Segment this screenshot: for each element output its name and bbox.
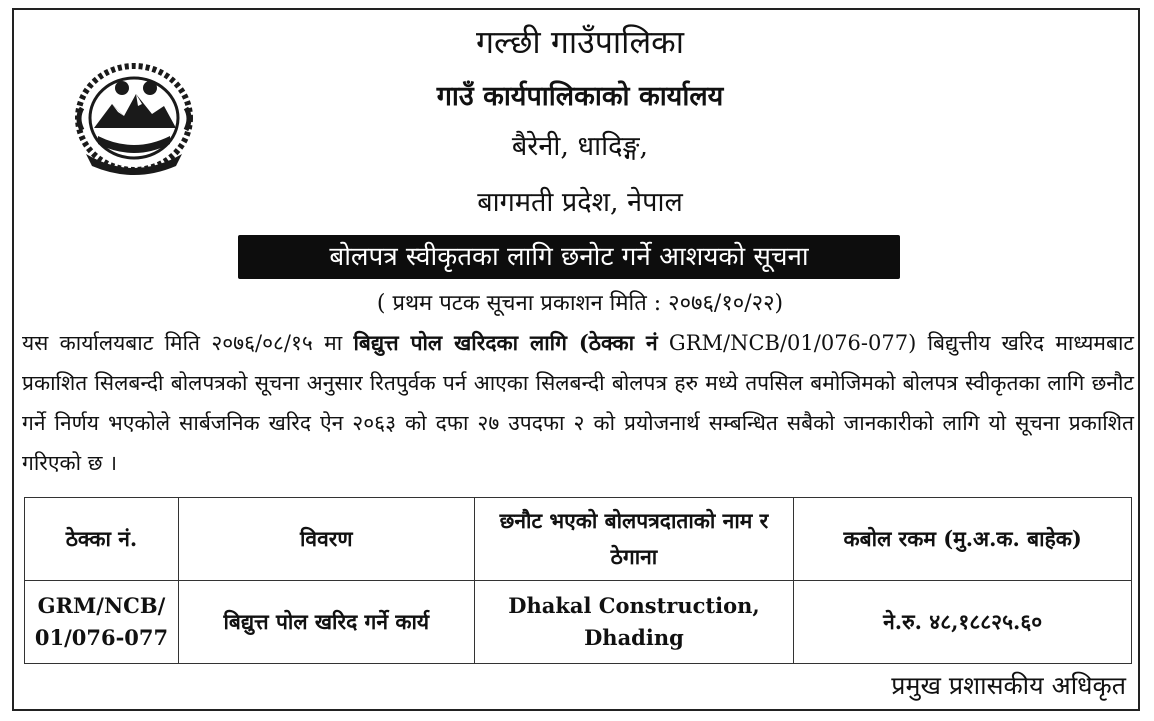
- notice-body: [22, 323, 1134, 483]
- cell-description: बिद्युत्त पोल खरिद गर्ने कार्य: [178, 581, 474, 664]
- publication-date: ( प्रथम पटक सूचना प्रकाशन मिति : २०७६/१०/२२): [376, 291, 784, 316]
- nepal-government-emblem-icon: [72, 58, 196, 180]
- municipality-name: गल्छी गाउँपालिका: [475, 23, 685, 61]
- header-contract-no: ठेक्का नं.: [25, 498, 179, 581]
- cell-bidder: Dhakal Construction, Dhading: [474, 581, 794, 664]
- cell-amount: ने.रु. ४८,१८८२५.६०: [794, 581, 1132, 664]
- notice-body-part1: यस कार्यालयबाट मिति २०७६/०८/१५ मा: [22, 331, 354, 355]
- table-row: [25, 581, 1132, 664]
- header-description: विवरण: [178, 498, 474, 581]
- notice-body-part2: GRM/NCB/01/076-077) बिद्युत्तीय खरिद माध्यमबाट प्रकाशित सिलबन्दी बोलपत्रको सूचना अनुसार रितपुर्वक पर्न आएका सिलबन्दी बोलपत्र हरु मध्ये तपसिल बमोजिमको बोलपत्र स्वीकृतका लागि छनौट गर्ने निर्णय भएकोले सार्बजनिक खरिद ऐन २०६३ को दफा २७ उपदफा २ को प्रयोजनार्थ सम्बन्धित सबैको जानकारीको लागि यो सूचना प्रकाशित गरिएको छ ।: [22, 331, 1134, 475]
- cell-contract-no: GRM/NCB/ 01/076-077: [25, 581, 179, 664]
- header-amount: कबोल रकम (मु.अ.क. बाहेक): [794, 498, 1132, 581]
- signature-title: प्रमुख प्रशासकीय अधिकृत: [891, 671, 1126, 700]
- table-header-row: [25, 498, 1132, 581]
- notice-title: बोलपत्र स्वीकृतका लागि छनोट गर्ने आशयको सूचना: [238, 235, 900, 279]
- header-bidder: छनौट भएको बोलपत्रदाताको नाम र ठेगाना: [474, 498, 794, 581]
- award-table: [24, 497, 1132, 664]
- office-province: बागमती प्रदेश, नेपाल: [477, 187, 683, 218]
- notice-body-bold: बिद्युत्त पोल खरिदका लागि (ठेक्का नं: [353, 330, 658, 355]
- office-location: बैरेनी, धादिङ्ग,: [511, 131, 649, 162]
- office-name: गाउँ कार्यपालिकाको कार्यालय: [436, 81, 724, 112]
